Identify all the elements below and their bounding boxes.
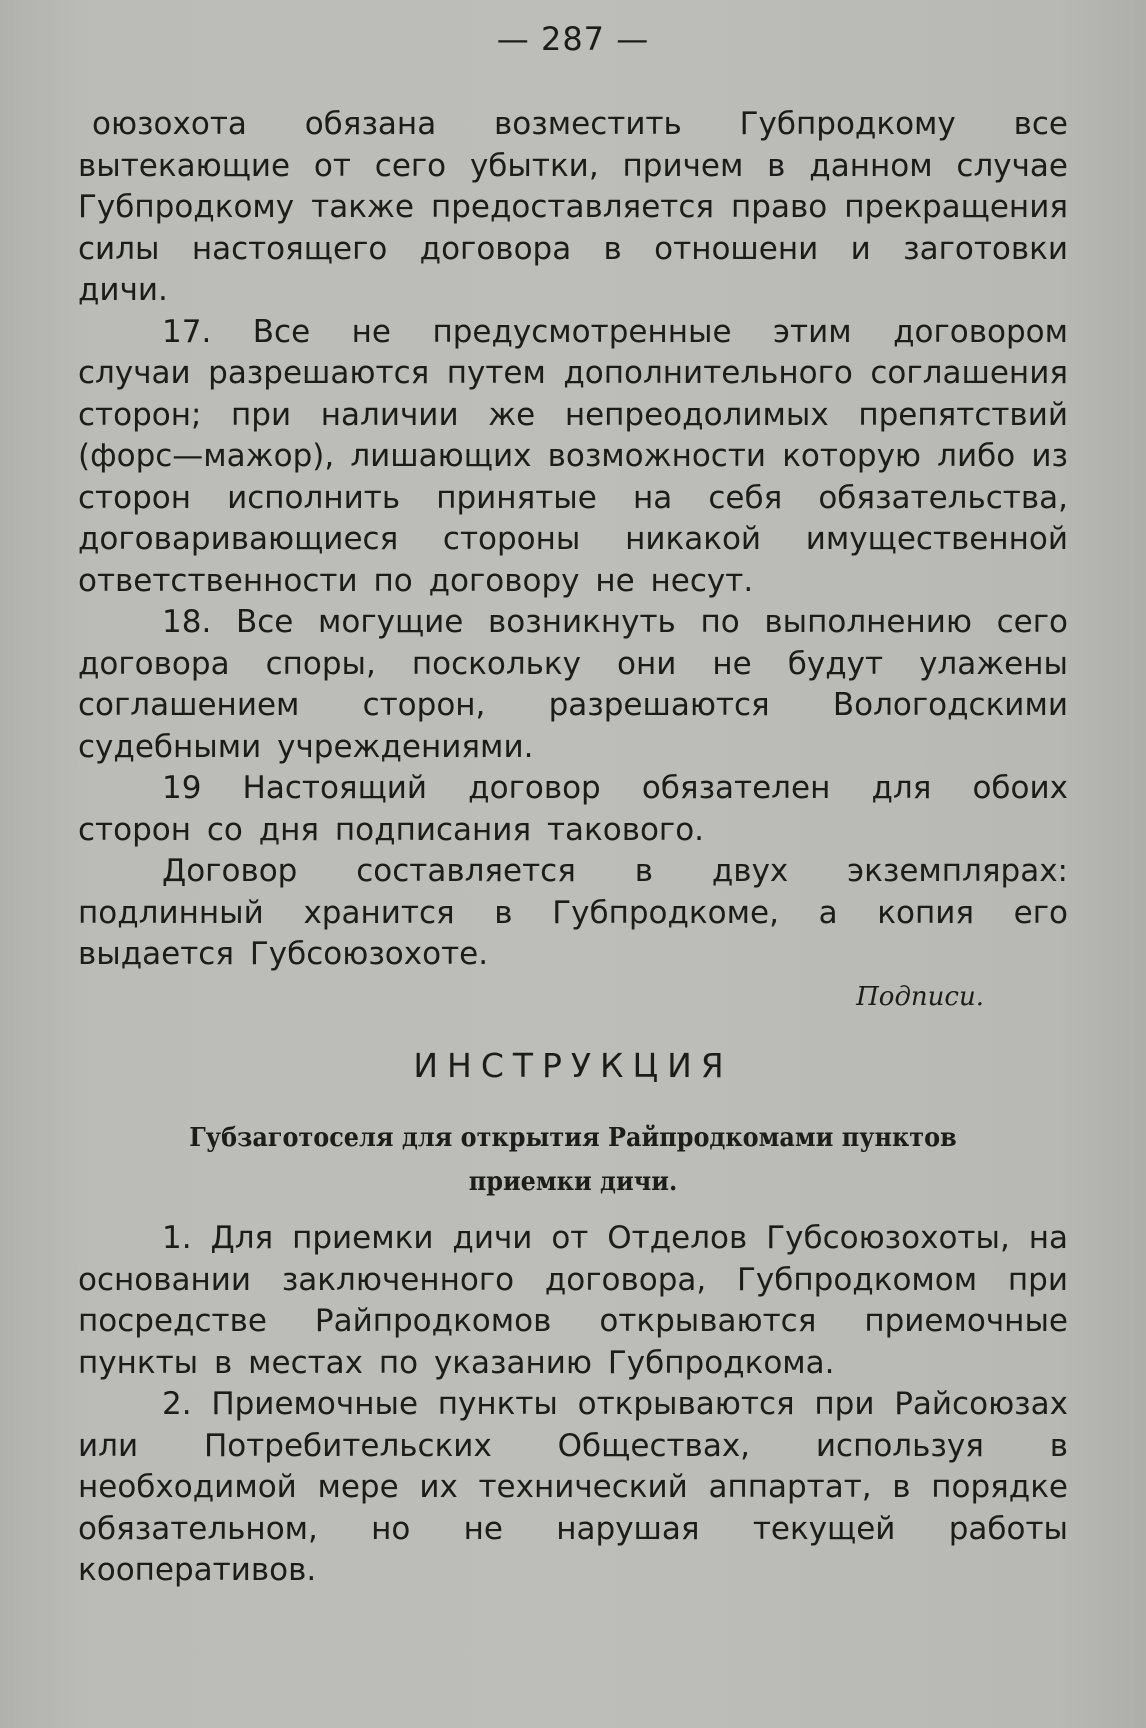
signature-label: Подписи. [856,982,984,1012]
instruction-subheading: Губзаготоселя для открытия Райпродкомами пунктов приемки дичи. [189,1123,957,1197]
paragraph-19: 19 Настоящий договор обязателен для обоих сторон со дня подписания такового. [78,770,1068,848]
instruction-text [78,1218,1068,1592]
paragraph-copies: Договор составляется в двух экземплярах: подлинный хранится в Губпродкоме, а копия его выдается Губсоюзохоте. [78,853,1068,972]
instruction-paragraph-2: 2. Приемочные пункты открываются при Райсоюзах или Потребительских Обществах, используя в необходимой мере их технический аппартат, в порядке обязательном, но не нарушая текущей работы кооперативов. [78,1386,1068,1588]
instruction-paragraph-1: 1. Для приемки дичи от Отделов Губсоюзохоты, на основании заключенного договора, Губпродкомом при посредстве Райпродкомов открываются приемочные пункты в местах по указанию Губпродкома. [78,1220,1068,1381]
paragraph-17: 17. Все не предусмотренные этим договором случаи разрешаются путем дополнительного соглашения сторон; при наличии же непреодолимых препятствий (форс—мажор), лишающих возможности которую либо из сторон исполнить принятые на себя обязательства, договаривающиеся стороны никакой имущественной ответственности по договору не несут. [78,313,1068,599]
paragraph-16-continuation: оюзохота обязана возместить Губпродкому все вытекающие от сего убытки, причем в данном случае Губпродкому также предоставляется право прекращения силы настоящего договора в отношени и заготовки дичи. [78,106,1068,308]
page-number: — 287 — [496,20,650,58]
contract-text [78,104,1068,976]
instruction-heading: ИНСТРУКЦИЯ [413,1046,733,1085]
paragraph-18: 18. Все могущие возникнуть по выполнению сего договора споры, поскольку они не будут улажены соглашением сторон, разрешаются Вологодскими судебными учреждениями. [78,604,1068,765]
